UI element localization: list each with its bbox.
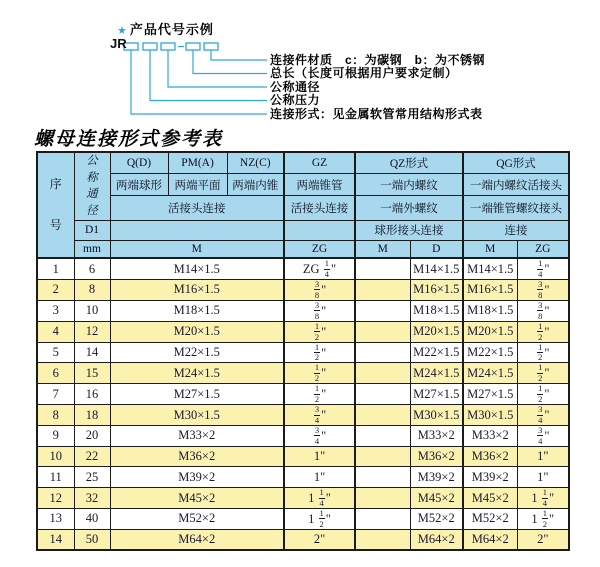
qg-m-cell: M22×1.5 (463, 342, 517, 363)
table-row (37, 363, 569, 384)
header-col-qz: QZ形式 (355, 152, 463, 174)
gz-zg-cell: $\frac{1}{2}$ " (284, 321, 355, 342)
qg-zg-cell: 1 $\frac{1}{4}$ " (517, 488, 569, 509)
connector-line-diameter (168, 50, 267, 87)
header-qg-zg: ZG (517, 240, 569, 258)
header-qg-desc1: 一端内螺纹活接头 (463, 174, 569, 196)
m-cell: M36×2 (110, 446, 284, 467)
gz-zg-cell: 1" (284, 446, 355, 467)
table-body (37, 258, 569, 550)
table-title: 螺母连接形式参考表 (34, 129, 224, 150)
header-qz-desc1: 一端内螺纹 (355, 174, 463, 196)
header-nz-desc: 两端内锥 (227, 174, 284, 196)
table-row (37, 446, 569, 467)
qg-m-cell: M30×1.5 (463, 405, 517, 426)
qz-d-cell: M16×1.5 (410, 280, 463, 301)
m-cell: M30×1.5 (110, 405, 284, 426)
gz-zg-cell: 1" (284, 467, 355, 488)
qg-zg-cell: $\frac{3}{8}$ " (517, 300, 569, 321)
gz-zg-cell: $\frac{3}{4}$ " (284, 425, 355, 446)
code-box-5 (204, 43, 218, 50)
code-box-3 (161, 43, 175, 50)
header-unit: mm (74, 240, 110, 258)
dn-cell: 12 (74, 321, 110, 342)
gz-zg-cell: $\frac{3}{8}$ " (284, 300, 355, 321)
gz-zg-cell: $\frac{1}{2}$ " (284, 342, 355, 363)
qz-m-cell (355, 384, 410, 405)
table-header (37, 152, 569, 258)
m-cell: M24×1.5 (110, 363, 284, 384)
header-d1: D1 (74, 220, 110, 240)
seq-cell: 3 (37, 300, 74, 321)
qz-d-cell: M27×1.5 (410, 384, 463, 405)
table-row (37, 467, 569, 488)
qz-d-cell: M24×1.5 (410, 363, 463, 384)
header-pm-desc: 两端平面 (168, 174, 227, 196)
qg-m-cell: M27×1.5 (463, 384, 517, 405)
seq-cell: 13 (37, 509, 74, 530)
m-cell: M20×1.5 (110, 321, 284, 342)
nut-connection-table (36, 151, 570, 551)
qg-m-cell: M14×1.5 (463, 258, 517, 279)
qz-d-cell: M39×2 (410, 467, 463, 488)
qg-zg-cell: $\frac{3}{4}$ " (517, 405, 569, 426)
qg-m-cell: M18×1.5 (463, 300, 517, 321)
qz-d-cell: M64×2 (410, 529, 463, 550)
qz-d-cell: M33×2 (410, 425, 463, 446)
header-q-desc: 两端球形 (110, 174, 168, 196)
header-qg-m: M (463, 240, 517, 258)
seq-cell: 14 (37, 529, 74, 550)
qg-m-cell: M36×2 (463, 446, 517, 467)
dn-cell: 8 (74, 280, 110, 301)
qz-m-cell (355, 488, 410, 509)
m-cell: M16×1.5 (110, 280, 284, 301)
qg-zg-cell: $\frac{1}{2}$ " (517, 342, 569, 363)
seq-cell: 1 (37, 258, 74, 279)
table-row (37, 342, 569, 363)
m-cell: M14×1.5 (110, 258, 284, 279)
m-cell: M52×2 (110, 509, 284, 530)
qz-d-cell: M36×2 (410, 446, 463, 467)
header-row-desc2 (37, 196, 569, 220)
dn-cell: 50 (74, 529, 110, 550)
seq-cell: 11 (37, 467, 74, 488)
qz-m-cell (355, 529, 410, 550)
table-row (37, 509, 569, 530)
seq-cell: 10 (37, 446, 74, 467)
table-row (37, 384, 569, 405)
header-qz-conn: 球形接头连接 (355, 220, 463, 240)
qg-zg-cell: $\frac{1}{2}$ " (517, 363, 569, 384)
table-row (37, 300, 569, 321)
qg-zg-cell: $\frac{3}{4}$ " (517, 425, 569, 446)
header-m: M (110, 240, 284, 258)
seq-cell: 8 (37, 405, 74, 426)
qg-zg-cell: $\frac{1}{4}$ " (517, 258, 569, 279)
connector-line-length (193, 50, 267, 74)
gz-zg-cell: $\frac{3}{4}$ " (284, 405, 355, 426)
header-empty-left (110, 220, 284, 240)
gz-zg-cell: $\frac{3}{8}$ " (284, 280, 355, 301)
dn-cell: 22 (74, 446, 110, 467)
qz-m-cell (355, 321, 410, 342)
gz-zg-cell: 2" (284, 529, 355, 550)
dn-cell: 25 (74, 467, 110, 488)
table-row (37, 258, 569, 279)
qg-m-cell: M45×2 (463, 488, 517, 509)
m-cell: M45×2 (110, 488, 284, 509)
header-zg: ZG (284, 240, 355, 258)
m-cell: M64×2 (110, 529, 284, 550)
dn-cell: 32 (74, 488, 110, 509)
qz-d-cell: M14×1.5 (410, 258, 463, 279)
qz-m-cell (355, 280, 410, 301)
code-label-length: 总长（长度可根据用户要求定制） (270, 66, 458, 80)
header-col-nz: NZ(C) (227, 152, 284, 174)
qg-m-cell: M52×2 (463, 509, 517, 530)
gz-zg-cell: $\frac{1}{2}$ " (284, 363, 355, 384)
header-gz-conn: 活接头连接 (284, 196, 355, 220)
seq-cell: 4 (37, 321, 74, 342)
qz-m-cell (355, 509, 410, 530)
header-row-desc1 (37, 174, 569, 196)
table-row (37, 425, 569, 446)
header-qz-desc2: 一端外螺纹 (355, 196, 463, 220)
header-gz-desc: 两端锥管 (284, 174, 355, 196)
dn-cell: 16 (74, 384, 110, 405)
qz-m-cell (355, 405, 410, 426)
gz-zg-cell: 1 $\frac{1}{2}$ " (284, 509, 355, 530)
qz-d-cell: M18×1.5 (410, 300, 463, 321)
header-qg-desc2: 一端锥管螺纹接头 (463, 196, 569, 220)
m-cell: M33×2 (110, 425, 284, 446)
qz-m-cell (355, 363, 410, 384)
qz-m-cell (355, 425, 410, 446)
qz-d-cell: M22×1.5 (410, 342, 463, 363)
connector-line-material (211, 50, 267, 60)
qz-m-cell (355, 300, 410, 321)
dn-cell: 6 (74, 258, 110, 279)
m-cell: M27×1.5 (110, 384, 284, 405)
table-row (37, 321, 569, 342)
qz-d-cell: M45×2 (410, 488, 463, 509)
gz-zg-cell: 1 $\frac{1}{4}$ " (284, 488, 355, 509)
seq-cell: 12 (37, 488, 74, 509)
qg-m-cell: M33×2 (463, 425, 517, 446)
dn-cell: 20 (74, 425, 110, 446)
seq-cell: 6 (37, 363, 74, 384)
header-row-codes (37, 152, 569, 174)
code-prefix: JR (110, 36, 127, 51)
dn-cell: 15 (74, 363, 110, 384)
code-box-2 (143, 43, 157, 50)
seq-cell: 7 (37, 384, 74, 405)
header-empty-gz (284, 220, 355, 240)
diagram-title (117, 19, 214, 38)
dn-cell: 40 (74, 509, 110, 530)
qz-m-cell (355, 467, 410, 488)
header-union-conn: 活接头连接 (110, 196, 284, 220)
header-qg-conn: 连接 (463, 220, 569, 240)
qg-zg-cell: 1" (517, 446, 569, 467)
header-col-q: Q(D) (110, 152, 168, 174)
header-qz-m: M (355, 240, 410, 258)
header-seq: 序号 (37, 152, 74, 258)
gz-zg-cell: ZG $\frac{1}{4}$ " (284, 258, 355, 279)
header-dn: 公称通径 (74, 152, 110, 220)
qz-d-cell: M20×1.5 (410, 321, 463, 342)
qg-m-cell: M16×1.5 (463, 280, 517, 301)
dn-cell: 14 (74, 342, 110, 363)
dn-cell: 10 (74, 300, 110, 321)
qg-zg-cell: 1" (517, 467, 569, 488)
header-qz-d: D (410, 240, 463, 258)
qz-m-cell (355, 446, 410, 467)
header-col-qg: QG形式 (463, 152, 569, 174)
m-cell: M18×1.5 (110, 300, 284, 321)
qg-m-cell: M64×2 (463, 529, 517, 550)
seq-cell: 5 (37, 342, 74, 363)
seq-cell: 9 (37, 425, 74, 446)
qg-zg-cell: $\frac{1}{2}$ " (517, 384, 569, 405)
table-row (37, 405, 569, 426)
qg-m-cell: M24×1.5 (463, 363, 517, 384)
dn-cell: 18 (74, 405, 110, 426)
header-col-gz: GZ (284, 152, 355, 174)
qg-zg-cell: $\frac{3}{8}$ " (517, 280, 569, 301)
qz-d-cell: M52×2 (410, 509, 463, 530)
qg-zg-cell: 2" (517, 529, 569, 550)
header-row-d1 (37, 220, 569, 240)
m-cell: M39×2 (110, 467, 284, 488)
code-label-diameter: 公称通径 (270, 80, 321, 94)
qz-d-cell: M30×1.5 (410, 405, 463, 426)
table-row (37, 529, 569, 550)
qg-zg-cell: 1 $\frac{1}{2}$ " (517, 509, 569, 530)
code-label-form: 连接形式：见金属软管常用结构形式表 (270, 107, 483, 121)
qg-m-cell: M39×2 (463, 467, 517, 488)
header-row-units (37, 240, 569, 258)
table-row (37, 280, 569, 301)
header-col-pm: PM(A) (168, 152, 227, 174)
star-icon: ★ (117, 25, 128, 37)
table-row (37, 488, 569, 509)
code-label-material: 连接件材质 c：为碳钢 b：为不锈钢 (270, 53, 486, 67)
seq-cell: 2 (37, 280, 74, 301)
gz-zg-cell: $\frac{1}{2}$ " (284, 384, 355, 405)
code-label-pressure: 公称压力 (270, 93, 321, 107)
code-box-4 (186, 43, 200, 50)
m-cell: M22×1.5 (110, 342, 284, 363)
qz-m-cell (355, 342, 410, 363)
qg-m-cell: M20×1.5 (463, 321, 517, 342)
diagram-title-text: 产品代号示例 (129, 22, 214, 37)
qg-zg-cell: $\frac{1}{2}$ " (517, 321, 569, 342)
qz-m-cell (355, 258, 410, 279)
